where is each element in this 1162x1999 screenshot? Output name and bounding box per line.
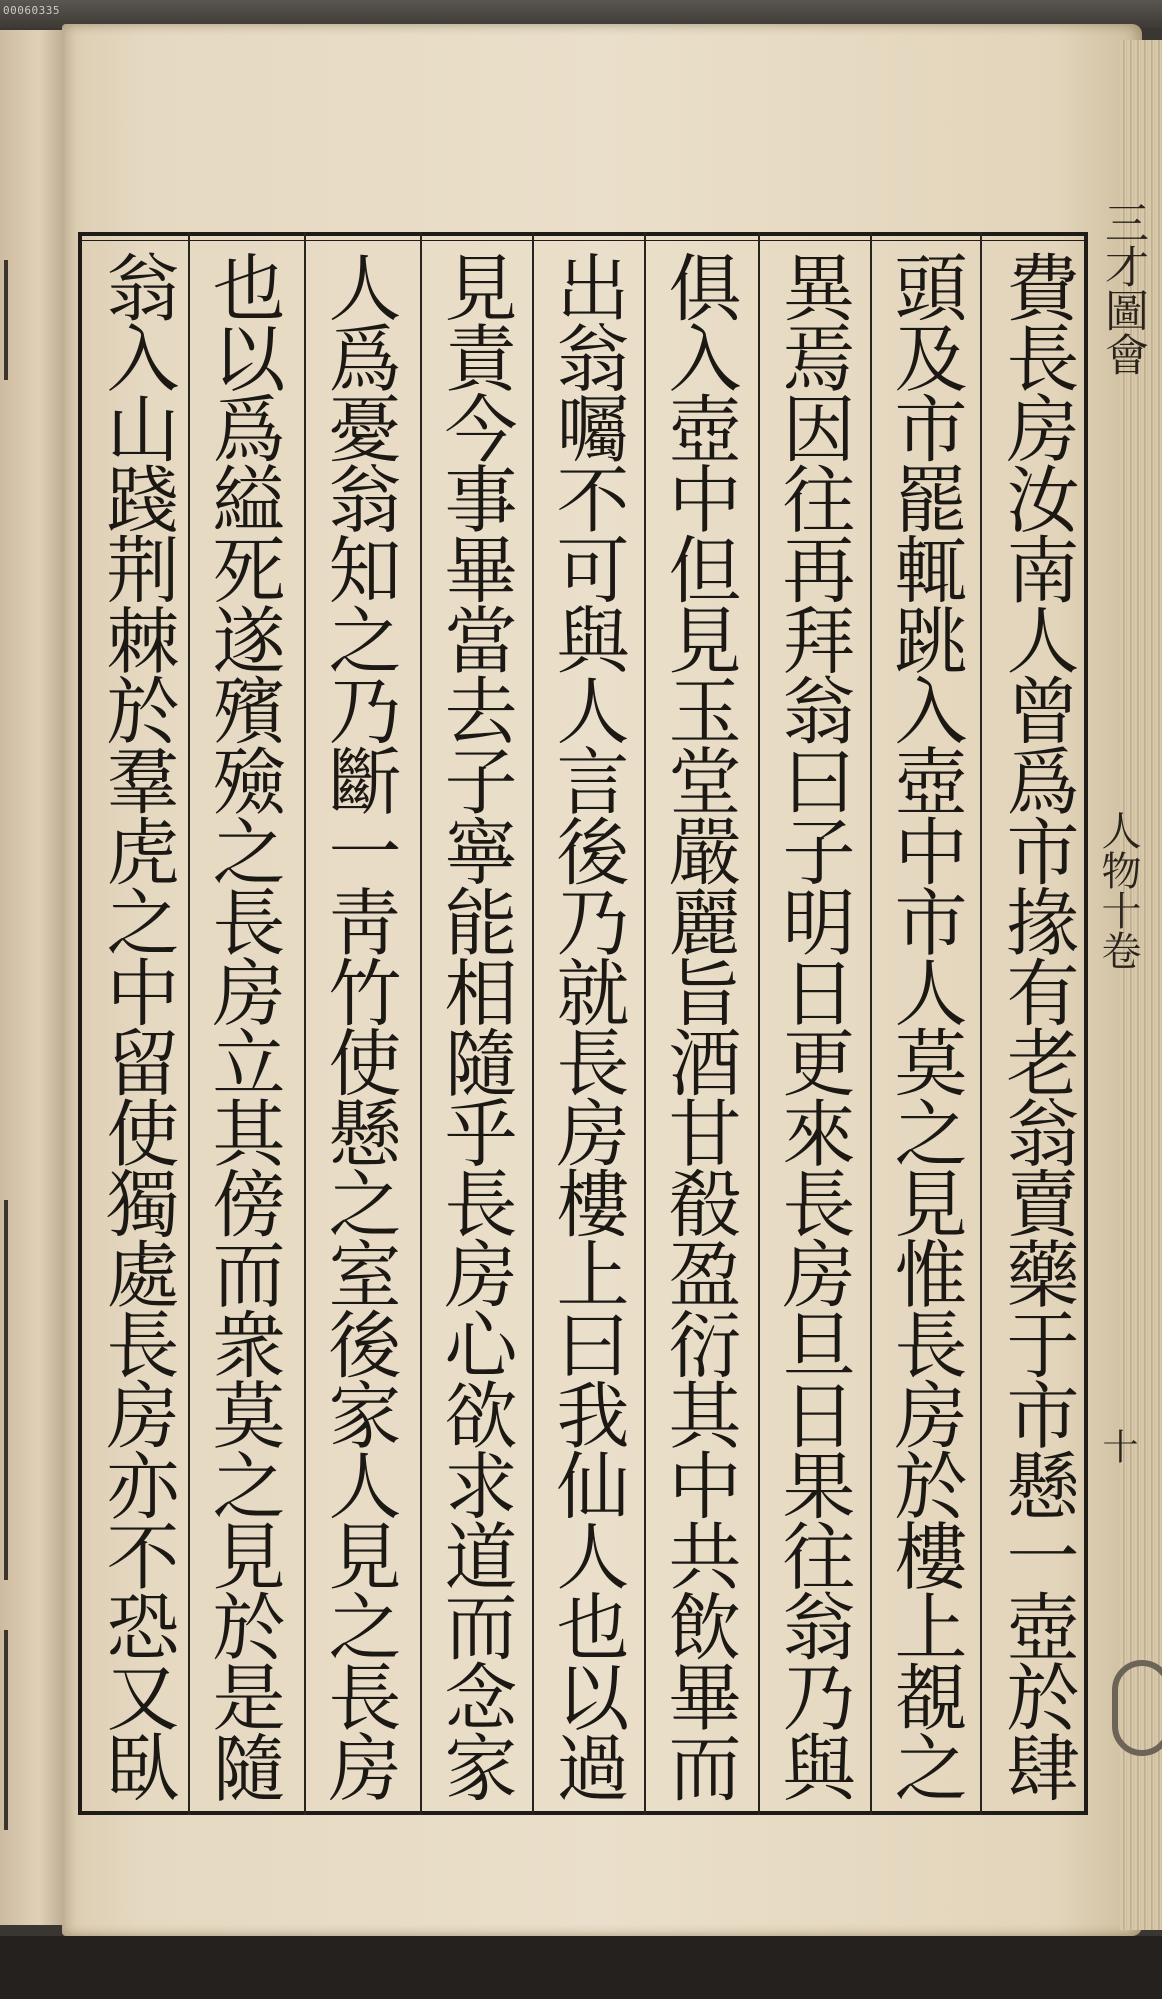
section-title: 人物十卷: [1095, 810, 1141, 970]
column-rule: [980, 232, 982, 1815]
scan-id-label: 00060335: [3, 4, 60, 17]
text-column-6: [422, 250, 526, 1810]
binding-clip: [1112, 1660, 1162, 1756]
left-leaf-mark: [4, 260, 8, 380]
column-text: 也以爲縊死遂殯殮之長房立其傍而衆莫之見於是隨: [199, 250, 285, 1801]
column-text: 俱入壺中但見玉堂嚴麗旨酒甘殽盈衍其中共飲畢而: [655, 250, 741, 1801]
column-text: 頭及市罷輒跳入壺中市人莫之見惟長房於樓上覩之: [881, 250, 967, 1801]
left-facing-leaf: [0, 30, 66, 1925]
column-text: 翁入山踐荆棘於羣虎之中留使獨處長房亦不恐又臥: [93, 250, 179, 1801]
column-text: 出翁囑不可與人言後乃就長房樓上曰我仙人也以過: [543, 250, 629, 1801]
column-text: 人爲憂翁知之乃斷一靑竹使懸之室後家人見之長房: [315, 250, 401, 1801]
text-column-9: [84, 250, 188, 1810]
leaf-number: 十: [1097, 1428, 1138, 1464]
text-column-3: [760, 250, 864, 1810]
text-column-1: [984, 250, 1088, 1810]
text-column-2: [872, 250, 976, 1810]
text-column-8: [190, 250, 294, 1810]
book-title: 三才圖會: [1097, 200, 1148, 376]
column-text: 費長房汝南人曾爲市掾有老翁賣藥于市懸一壺於肆: [993, 250, 1079, 1801]
column-text: 異焉因往再拜翁曰子明日更來長房旦日果往翁乃與: [769, 250, 855, 1801]
text-column-4: [646, 250, 750, 1810]
column-text: 見責今事畢當去子寧能相隨乎長房心欲求道而念家: [431, 250, 517, 1801]
text-column-5: [534, 250, 638, 1810]
left-leaf-mark: [4, 1630, 8, 1830]
text-column-7: [306, 250, 410, 1810]
frame-inner-rule: [78, 240, 1088, 241]
left-leaf-mark: [4, 1200, 8, 1580]
fore-edge-margin: [1090, 200, 1148, 1900]
scan-footer-strip: [0, 1936, 1162, 1999]
